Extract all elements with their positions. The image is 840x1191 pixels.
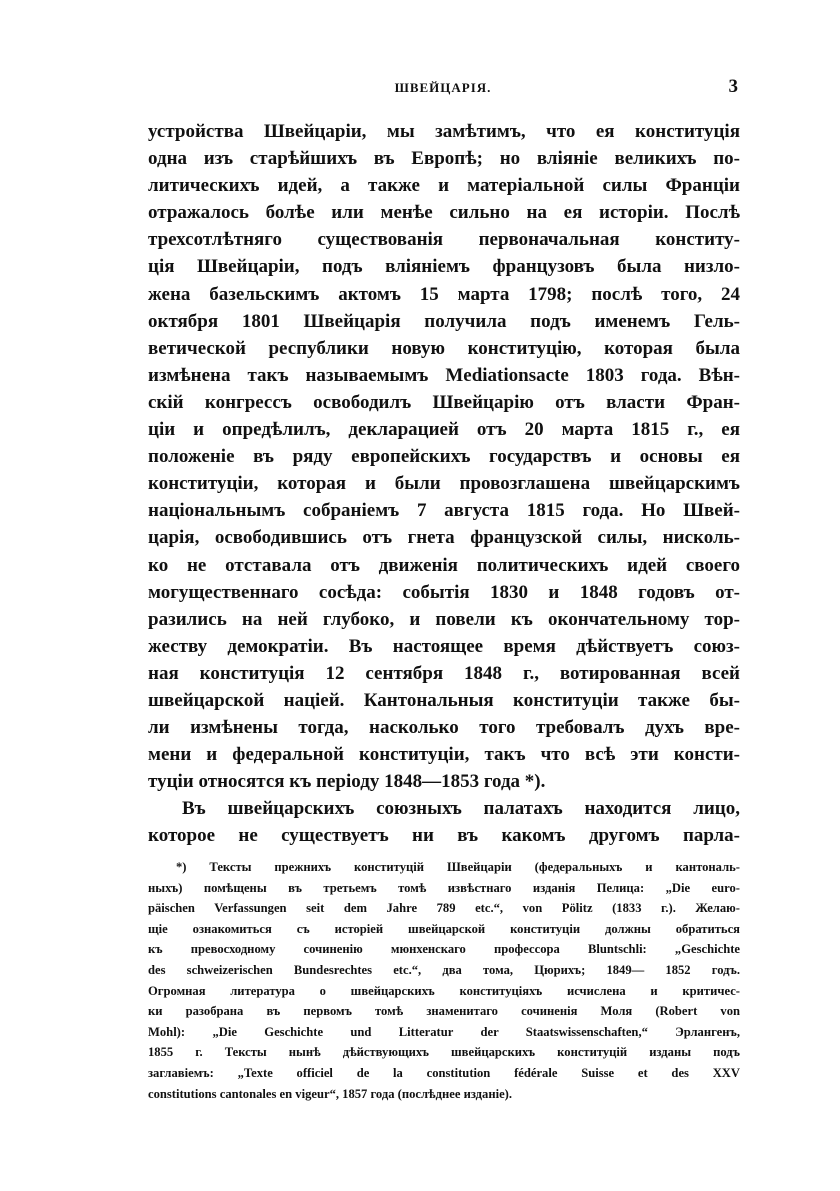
footnote-line: 1855 г. Тексты нынѣ дѣйствующихъ швейцарскихъ конституцій изданы подъ (148, 1045, 740, 1060)
text-line: октября 1801 Швейцарія получила подъ именемъ Гель- (148, 310, 740, 332)
text-line: ная конституція 12 сентября 1848 г., вотированная всей (148, 662, 740, 684)
text-line: разились на ней глубоко, и повели къ окончательному тор- (148, 608, 740, 630)
text-line: туціи относятся къ періоду 1848—1853 года *). (148, 771, 546, 793)
footnote-line: des schweizerischen Bundesrechtes etc.“, два тома, Цюрихъ; 1849— 1852 годъ. (148, 962, 740, 977)
footnote-line: заглавіемъ: „Texte officiel de la constitution fédérale Suisse et des XXV (148, 1065, 740, 1080)
text-line: положеніе въ ряду европейскихъ государствъ и основы ея (148, 446, 740, 468)
text-line: отражалось болѣе или менѣе сильно на ея исторіи. Послѣ (148, 202, 740, 224)
running-head (148, 76, 738, 100)
text-line: которое не существуетъ ни въ какомъ другомъ парла- (148, 825, 740, 847)
text-line: ко не отставала отъ движенія политическихъ идей своего (148, 554, 740, 576)
footnote-line: Mohl): „Die Geschichte und Litteratur der Staatswissenschaften,“ Эрлангенъ, (148, 1024, 740, 1039)
text-line: одна изъ старѣйшихъ въ Европѣ; но вліяніе великихъ по- (148, 148, 740, 170)
text-line: измѣнена такъ называемымъ Mediationsacte 1803 года. Вѣн- (148, 364, 740, 386)
text-line: скій конгрессъ освободилъ Швейцарію отъ власти Фран- (148, 391, 740, 413)
footnote-line: constitutions cantonales en vigeur“, 1857 года (послѣднее изданіе). (148, 1086, 513, 1101)
text-line: ли измѣнены тогда, насколько того требовалъ духъ вре- (148, 717, 740, 739)
text-line: литическихъ идей, а также и матеріальной силы Франціи (148, 175, 740, 197)
text-line: Въ швейцарскихъ союзныхъ палатахъ находится лицо, (182, 798, 740, 820)
text-line: конституціи, которая и были провозглашена швейцарскимъ (148, 473, 740, 495)
text-line: швейцарской націей. Кантональныя конституціи также бы- (148, 689, 740, 711)
text-line: ція Швейцаріи, подъ вліяніемъ французовъ была низло- (148, 256, 740, 278)
text-line: ціи и опредѣлилъ, декларацией отъ 20 марта 1815 г., ея (148, 419, 740, 441)
footnote-line: къ превосходному сочиненію мюнхенскаго профессора Bluntschli: „Geschichte (148, 942, 740, 957)
text-line: національнымъ собраніемъ 7 августа 1815 года. Но Швей- (148, 500, 740, 522)
footnote-line: päischen Verfassungen seit dem Jahre 789 etc.“, von Pölitz (1833 г.). Желаю- (148, 901, 740, 916)
text-line: мени и федеральной конституціи, такъ что всѣ эти консти- (148, 744, 740, 766)
footnote-line: Огромная литература о швейцарскихъ конституціяхъ исчислена и критичес- (148, 983, 740, 998)
text-line: жена базельскимъ актомъ 15 марта 1798; послѣ того, 24 (148, 283, 740, 305)
text-line: царія, освободившись отъ гнета французской силы, нисколь- (148, 527, 740, 549)
footnote-line: щіе ознакомиться съ исторіей швейцарской конституціи должны обратиться (148, 921, 740, 936)
running-head-title: ШВЕЙЦАРІЯ. (394, 80, 492, 95)
text-line: трехсотлѣтняго существованія первоначальная конститу- (148, 229, 740, 251)
footnote (148, 857, 740, 1104)
text-line: жеству демократіи. Въ настоящее время дѣйствуетъ союз- (148, 635, 740, 657)
page-number: 3 (728, 76, 738, 97)
text-line: могущественнаго сосѣда: событія 1830 и 1848 годовъ от- (148, 581, 740, 603)
text-line: устройства Швейцаріи, мы замѣтимъ, что ея конституція (148, 121, 740, 142)
text-line: ветической республики новую конституцію, которая была (148, 337, 740, 359)
footnote-line: ки разобрана въ первомъ томѣ знаменитаго сочиненія Моля (Robert von (148, 1004, 740, 1019)
main-text (148, 118, 740, 850)
footnote-line: ныхъ) помѣщены въ третьемъ томѣ извѣстнаго изданія Пелица: „Die euro- (148, 880, 740, 895)
footnote-line: *) Тексты прежнихъ конституцій Швейцаріи (федеральныхъ и кантональ- (176, 860, 740, 874)
